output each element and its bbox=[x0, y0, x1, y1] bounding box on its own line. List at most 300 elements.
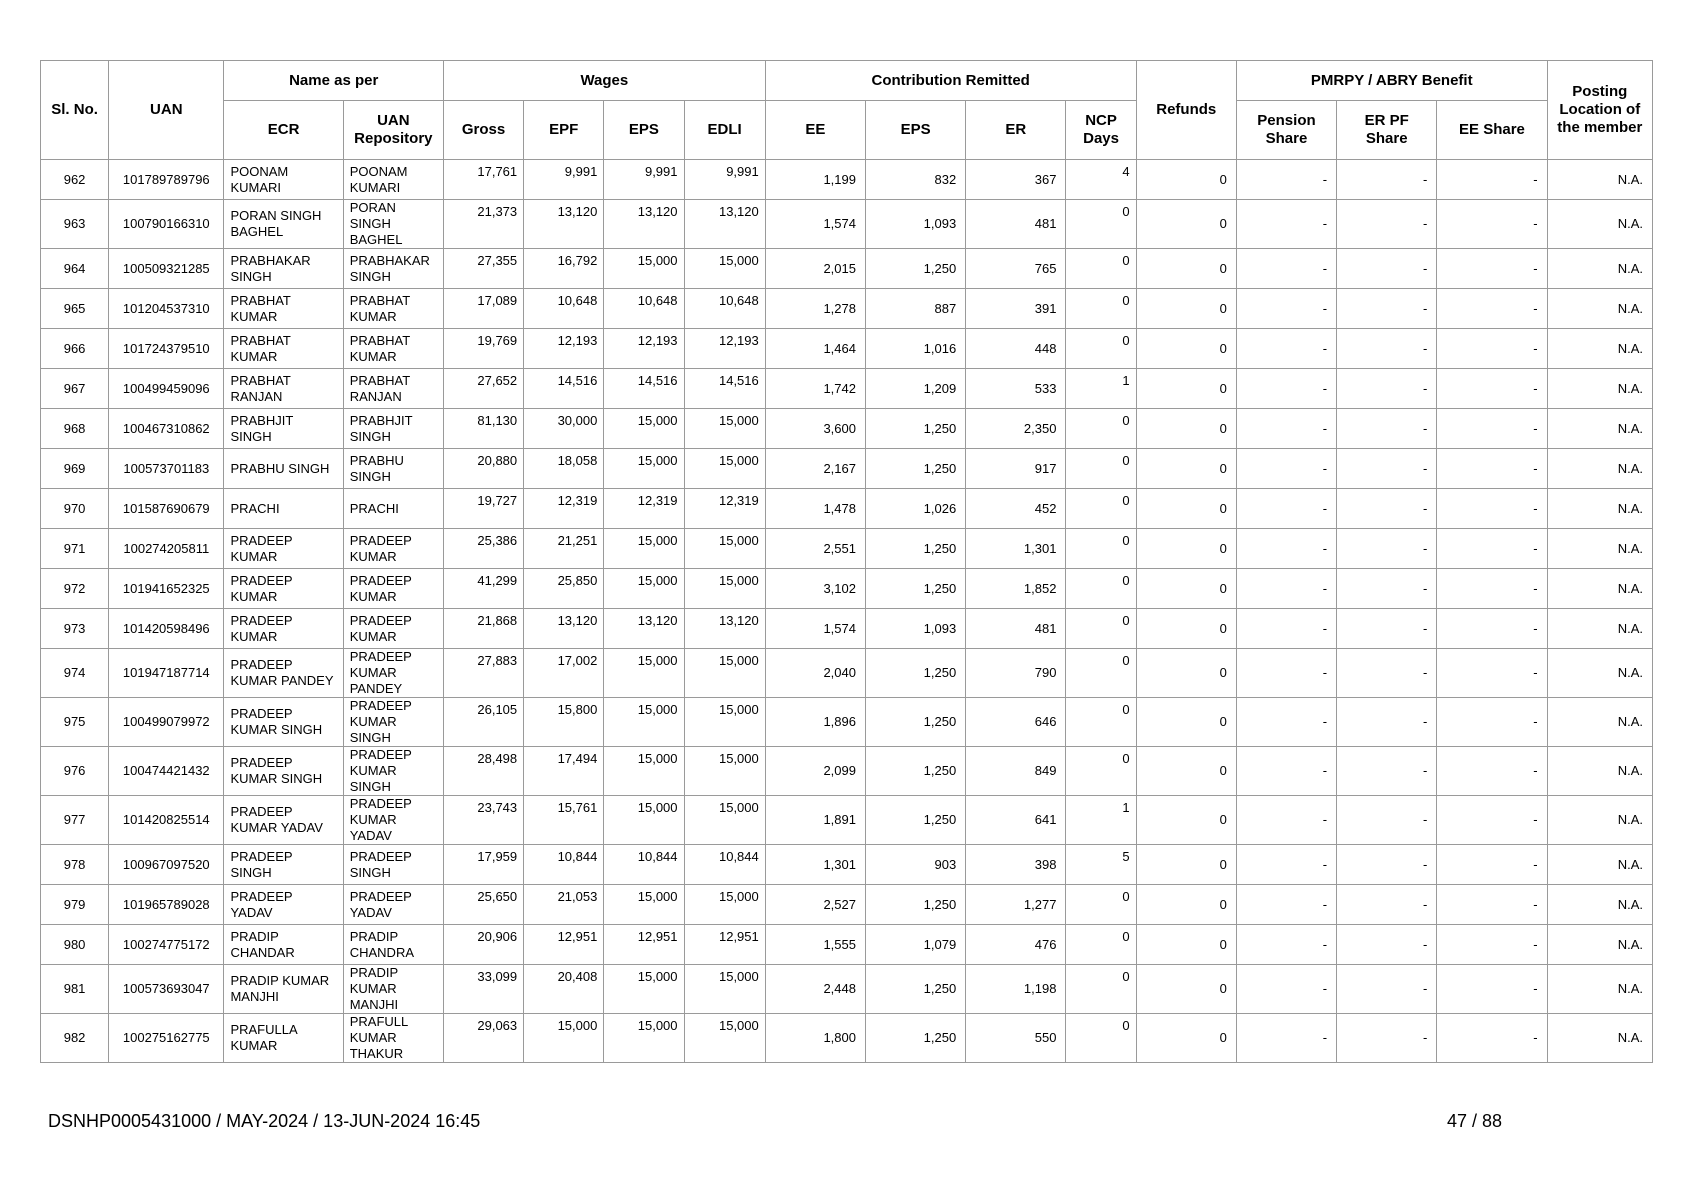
cell-ecr-name: PRADEEP KUMAR bbox=[224, 609, 343, 649]
cell-posting-location: N.A. bbox=[1547, 925, 1652, 965]
cell-pension-share: - bbox=[1236, 698, 1336, 747]
cell-ee-share: - bbox=[1437, 845, 1547, 885]
cell-refunds: 0 bbox=[1136, 747, 1236, 796]
cell-eps: 15,000 bbox=[604, 796, 684, 845]
cell-eps: 10,648 bbox=[604, 289, 684, 329]
cell-posting-location: N.A. bbox=[1547, 609, 1652, 649]
cell-gross: 27,883 bbox=[443, 649, 523, 698]
cell-posting-location: N.A. bbox=[1547, 329, 1652, 369]
cell-pension-share: - bbox=[1236, 200, 1336, 249]
cell-er: 550 bbox=[966, 1014, 1066, 1063]
cell-repository-name: PRABHAT RANJAN bbox=[343, 369, 443, 409]
cell-er: 476 bbox=[966, 925, 1066, 965]
cell-er-pf-share: - bbox=[1337, 747, 1437, 796]
cell-er-pf-share: - bbox=[1337, 1014, 1437, 1063]
cell-posting-location: N.A. bbox=[1547, 1014, 1652, 1063]
cell-posting-location: N.A. bbox=[1547, 449, 1652, 489]
cell-repository-name: PRACHI bbox=[343, 489, 443, 529]
cell-sl-no: 970 bbox=[41, 489, 109, 529]
table-row bbox=[41, 747, 1653, 796]
cell-uan: 100790166310 bbox=[109, 200, 224, 249]
cell-gross: 26,105 bbox=[443, 698, 523, 747]
cell-er-pf-share: - bbox=[1337, 796, 1437, 845]
cell-sl-no: 975 bbox=[41, 698, 109, 747]
cell-ee-share: - bbox=[1437, 489, 1547, 529]
col-ee: EE bbox=[765, 101, 865, 160]
cell-edli: 15,000 bbox=[684, 1014, 765, 1063]
cell-pension-share: - bbox=[1236, 845, 1336, 885]
cell-er: 765 bbox=[966, 249, 1066, 289]
cell-refunds: 0 bbox=[1136, 796, 1236, 845]
cell-ee: 2,015 bbox=[765, 249, 865, 289]
contribution-table bbox=[40, 60, 1653, 1063]
table-row bbox=[41, 609, 1653, 649]
cell-posting-location: N.A. bbox=[1547, 796, 1652, 845]
table-row bbox=[41, 489, 1653, 529]
cell-er-pf-share: - bbox=[1337, 698, 1437, 747]
cell-ee: 2,527 bbox=[765, 885, 865, 925]
cell-eps: 10,844 bbox=[604, 845, 684, 885]
cell-uan: 101420825514 bbox=[109, 796, 224, 845]
cell-er-pf-share: - bbox=[1337, 289, 1437, 329]
cell-er-pf-share: - bbox=[1337, 369, 1437, 409]
cell-er: 448 bbox=[966, 329, 1066, 369]
cell-ee: 1,555 bbox=[765, 925, 865, 965]
cell-er-pf-share: - bbox=[1337, 609, 1437, 649]
cell-ecr-name: PRABHU SINGH bbox=[224, 449, 343, 489]
cell-edli: 15,000 bbox=[684, 698, 765, 747]
cell-gross: 19,727 bbox=[443, 489, 523, 529]
cell-posting-location: N.A. bbox=[1547, 569, 1652, 609]
cell-pension-share: - bbox=[1236, 965, 1336, 1014]
cell-sl-no: 982 bbox=[41, 1014, 109, 1063]
cell-er-pf-share: - bbox=[1337, 409, 1437, 449]
cell-ee-share: - bbox=[1437, 449, 1547, 489]
table-header bbox=[41, 61, 1653, 160]
cell-uan: 100474421432 bbox=[109, 747, 224, 796]
cell-eps: 12,951 bbox=[604, 925, 684, 965]
cell-uan: 100274775172 bbox=[109, 925, 224, 965]
cell-eps-contribution: 1,250 bbox=[865, 885, 965, 925]
cell-ee-share: - bbox=[1437, 609, 1547, 649]
col-er-pf-share: ER PF Share bbox=[1337, 101, 1437, 160]
cell-epf: 17,002 bbox=[524, 649, 604, 698]
cell-repository-name: PRADEEP KUMAR YADAV bbox=[343, 796, 443, 845]
cell-eps: 15,000 bbox=[604, 885, 684, 925]
cell-ecr-name: PRABHAKAR SINGH bbox=[224, 249, 343, 289]
cell-ecr-name: PRABHAT KUMAR bbox=[224, 289, 343, 329]
cell-er: 849 bbox=[966, 747, 1066, 796]
cell-refunds: 0 bbox=[1136, 925, 1236, 965]
cell-ecr-name: POONAM KUMARI bbox=[224, 160, 343, 200]
col-pension-share: Pension Share bbox=[1236, 101, 1336, 160]
cell-gross: 17,089 bbox=[443, 289, 523, 329]
cell-ee-share: - bbox=[1437, 965, 1547, 1014]
table-row bbox=[41, 698, 1653, 747]
cell-uan: 100573693047 bbox=[109, 965, 224, 1014]
cell-sl-no: 969 bbox=[41, 449, 109, 489]
table-row bbox=[41, 649, 1653, 698]
cell-eps-contribution: 1,250 bbox=[865, 649, 965, 698]
cell-er: 1,277 bbox=[966, 885, 1066, 925]
cell-eps: 14,516 bbox=[604, 369, 684, 409]
cell-epf: 30,000 bbox=[524, 409, 604, 449]
cell-ecr-name: PRADEEP KUMAR bbox=[224, 569, 343, 609]
cell-repository-name: PRADEEP KUMAR SINGH bbox=[343, 698, 443, 747]
cell-refunds: 0 bbox=[1136, 489, 1236, 529]
col-eps-contribution: EPS bbox=[865, 101, 965, 160]
table-row bbox=[41, 925, 1653, 965]
cell-eps-contribution: 1,093 bbox=[865, 200, 965, 249]
cell-edli: 12,193 bbox=[684, 329, 765, 369]
cell-gross: 20,880 bbox=[443, 449, 523, 489]
cell-posting-location: N.A. bbox=[1547, 885, 1652, 925]
cell-edli: 10,844 bbox=[684, 845, 765, 885]
cell-ee-share: - bbox=[1437, 698, 1547, 747]
cell-eps-contribution: 1,209 bbox=[865, 369, 965, 409]
cell-eps-contribution: 1,250 bbox=[865, 249, 965, 289]
cell-sl-no: 963 bbox=[41, 200, 109, 249]
cell-uan: 101204537310 bbox=[109, 289, 224, 329]
cell-ncp-days: 0 bbox=[1066, 965, 1136, 1014]
cell-repository-name: PRADEEP SINGH bbox=[343, 845, 443, 885]
col-er: ER bbox=[966, 101, 1066, 160]
cell-repository-name: PRABHAKAR SINGH bbox=[343, 249, 443, 289]
cell-ecr-name: PRADEEP SINGH bbox=[224, 845, 343, 885]
table-row bbox=[41, 569, 1653, 609]
group-wages: Wages bbox=[443, 61, 765, 101]
cell-uan: 100499079972 bbox=[109, 698, 224, 747]
table-row bbox=[41, 369, 1653, 409]
table-row bbox=[41, 529, 1653, 569]
cell-epf: 9,991 bbox=[524, 160, 604, 200]
cell-ee: 1,278 bbox=[765, 289, 865, 329]
cell-eps-contribution: 1,093 bbox=[865, 609, 965, 649]
cell-ee: 3,600 bbox=[765, 409, 865, 449]
cell-eps: 15,000 bbox=[604, 1014, 684, 1063]
cell-pension-share: - bbox=[1236, 925, 1336, 965]
cell-ncp-days: 4 bbox=[1066, 160, 1136, 200]
cell-sl-no: 974 bbox=[41, 649, 109, 698]
table-row bbox=[41, 160, 1653, 200]
cell-ncp-days: 0 bbox=[1066, 249, 1136, 289]
cell-ecr-name: PRADEEP KUMAR bbox=[224, 529, 343, 569]
cell-refunds: 0 bbox=[1136, 449, 1236, 489]
cell-er: 646 bbox=[966, 698, 1066, 747]
cell-uan: 100275162775 bbox=[109, 1014, 224, 1063]
document-reference: DSNHP0005431000 / MAY-2024 / 13-JUN-2024 16:45 bbox=[48, 1111, 481, 1131]
cell-epf: 15,761 bbox=[524, 796, 604, 845]
cell-er-pf-share: - bbox=[1337, 449, 1437, 489]
col-refunds: Refunds bbox=[1136, 61, 1236, 160]
table-row bbox=[41, 289, 1653, 329]
cell-eps-contribution: 887 bbox=[865, 289, 965, 329]
cell-ee-share: - bbox=[1437, 885, 1547, 925]
cell-er: 1,198 bbox=[966, 965, 1066, 1014]
cell-gross: 20,906 bbox=[443, 925, 523, 965]
cell-posting-location: N.A. bbox=[1547, 965, 1652, 1014]
cell-refunds: 0 bbox=[1136, 965, 1236, 1014]
col-ncp-days: NCP Days bbox=[1066, 101, 1136, 160]
cell-eps: 15,000 bbox=[604, 747, 684, 796]
cell-eps-contribution: 832 bbox=[865, 160, 965, 200]
cell-sl-no: 979 bbox=[41, 885, 109, 925]
cell-posting-location: N.A. bbox=[1547, 409, 1652, 449]
cell-er-pf-share: - bbox=[1337, 200, 1437, 249]
cell-edli: 13,120 bbox=[684, 200, 765, 249]
cell-posting-location: N.A. bbox=[1547, 489, 1652, 529]
cell-gross: 19,769 bbox=[443, 329, 523, 369]
cell-ecr-name: PRADEEP KUMAR SINGH bbox=[224, 747, 343, 796]
cell-ecr-name: PRADIP KUMAR MANJHI bbox=[224, 965, 343, 1014]
cell-epf: 15,800 bbox=[524, 698, 604, 747]
col-uan-repository: UAN Repository bbox=[343, 101, 443, 160]
cell-ee-share: - bbox=[1437, 200, 1547, 249]
cell-posting-location: N.A. bbox=[1547, 649, 1652, 698]
cell-repository-name: PRADEEP KUMAR bbox=[343, 529, 443, 569]
cell-ee: 1,800 bbox=[765, 1014, 865, 1063]
cell-eps-contribution: 1,250 bbox=[865, 698, 965, 747]
cell-sl-no: 977 bbox=[41, 796, 109, 845]
cell-epf: 16,792 bbox=[524, 249, 604, 289]
cell-repository-name: PRADIP KUMAR MANJHI bbox=[343, 965, 443, 1014]
cell-ee-share: - bbox=[1437, 529, 1547, 569]
cell-ee-share: - bbox=[1437, 249, 1547, 289]
cell-ncp-days: 0 bbox=[1066, 925, 1136, 965]
cell-er-pf-share: - bbox=[1337, 885, 1437, 925]
cell-pension-share: - bbox=[1236, 1014, 1336, 1063]
cell-ee-share: - bbox=[1437, 796, 1547, 845]
cell-repository-name: PORAN SINGH BAGHEL bbox=[343, 200, 443, 249]
cell-eps: 15,000 bbox=[604, 965, 684, 1014]
cell-ee: 1,742 bbox=[765, 369, 865, 409]
cell-ee: 1,199 bbox=[765, 160, 865, 200]
cell-ncp-days: 0 bbox=[1066, 1014, 1136, 1063]
cell-ecr-name: PORAN SINGH BAGHEL bbox=[224, 200, 343, 249]
cell-posting-location: N.A. bbox=[1547, 200, 1652, 249]
cell-ee: 2,448 bbox=[765, 965, 865, 1014]
cell-er: 481 bbox=[966, 200, 1066, 249]
cell-epf: 18,058 bbox=[524, 449, 604, 489]
cell-sl-no: 973 bbox=[41, 609, 109, 649]
cell-uan: 100467310862 bbox=[109, 409, 224, 449]
cell-refunds: 0 bbox=[1136, 649, 1236, 698]
cell-er-pf-share: - bbox=[1337, 489, 1437, 529]
cell-uan: 101420598496 bbox=[109, 609, 224, 649]
cell-uan: 101789789796 bbox=[109, 160, 224, 200]
cell-er: 917 bbox=[966, 449, 1066, 489]
cell-eps: 13,120 bbox=[604, 609, 684, 649]
col-ee-share: EE Share bbox=[1437, 101, 1547, 160]
group-name-as-per: Name as per bbox=[224, 61, 444, 101]
cell-refunds: 0 bbox=[1136, 369, 1236, 409]
cell-ncp-days: 0 bbox=[1066, 885, 1136, 925]
cell-ee-share: - bbox=[1437, 925, 1547, 965]
cell-eps: 15,000 bbox=[604, 529, 684, 569]
cell-repository-name: PRADIP CHANDRA bbox=[343, 925, 443, 965]
cell-pension-share: - bbox=[1236, 649, 1336, 698]
cell-eps-contribution: 1,250 bbox=[865, 965, 965, 1014]
table-row bbox=[41, 845, 1653, 885]
cell-ecr-name: PRADEEP KUMAR PANDEY bbox=[224, 649, 343, 698]
cell-sl-no: 980 bbox=[41, 925, 109, 965]
cell-eps-contribution: 903 bbox=[865, 845, 965, 885]
cell-gross: 41,299 bbox=[443, 569, 523, 609]
cell-pension-share: - bbox=[1236, 449, 1336, 489]
cell-epf: 21,251 bbox=[524, 529, 604, 569]
cell-pension-share: - bbox=[1236, 409, 1336, 449]
cell-edli: 15,000 bbox=[684, 885, 765, 925]
cell-ncp-days: 0 bbox=[1066, 747, 1136, 796]
cell-edli: 15,000 bbox=[684, 569, 765, 609]
table-body bbox=[41, 160, 1653, 1063]
cell-edli: 10,648 bbox=[684, 289, 765, 329]
cell-sl-no: 978 bbox=[41, 845, 109, 885]
cell-ncp-days: 0 bbox=[1066, 489, 1136, 529]
cell-ee: 1,891 bbox=[765, 796, 865, 845]
cell-ncp-days: 0 bbox=[1066, 409, 1136, 449]
col-ecr: ECR bbox=[224, 101, 343, 160]
cell-eps-contribution: 1,250 bbox=[865, 529, 965, 569]
cell-eps: 12,193 bbox=[604, 329, 684, 369]
cell-ncp-days: 0 bbox=[1066, 698, 1136, 747]
cell-epf: 12,951 bbox=[524, 925, 604, 965]
cell-uan: 100274205811 bbox=[109, 529, 224, 569]
cell-gross: 25,650 bbox=[443, 885, 523, 925]
cell-edli: 13,120 bbox=[684, 609, 765, 649]
cell-ncp-days: 0 bbox=[1066, 649, 1136, 698]
cell-uan: 100967097520 bbox=[109, 845, 224, 885]
col-uan: UAN bbox=[109, 61, 224, 160]
cell-uan: 100499459096 bbox=[109, 369, 224, 409]
cell-posting-location: N.A. bbox=[1547, 529, 1652, 569]
cell-ecr-name: PRADEEP KUMAR SINGH bbox=[224, 698, 343, 747]
cell-gross: 27,355 bbox=[443, 249, 523, 289]
cell-refunds: 0 bbox=[1136, 885, 1236, 925]
cell-uan: 100509321285 bbox=[109, 249, 224, 289]
cell-pension-share: - bbox=[1236, 529, 1336, 569]
cell-ee: 2,167 bbox=[765, 449, 865, 489]
cell-sl-no: 965 bbox=[41, 289, 109, 329]
cell-pension-share: - bbox=[1236, 289, 1336, 329]
table-row bbox=[41, 329, 1653, 369]
cell-refunds: 0 bbox=[1136, 698, 1236, 747]
cell-er-pf-share: - bbox=[1337, 329, 1437, 369]
cell-posting-location: N.A. bbox=[1547, 249, 1652, 289]
cell-uan: 100573701183 bbox=[109, 449, 224, 489]
cell-edli: 15,000 bbox=[684, 529, 765, 569]
cell-eps: 15,000 bbox=[604, 569, 684, 609]
cell-sl-no: 968 bbox=[41, 409, 109, 449]
cell-epf: 13,120 bbox=[524, 200, 604, 249]
cell-ncp-days: 0 bbox=[1066, 449, 1136, 489]
cell-gross: 33,099 bbox=[443, 965, 523, 1014]
table-row bbox=[41, 449, 1653, 489]
cell-refunds: 0 bbox=[1136, 249, 1236, 289]
cell-epf: 14,516 bbox=[524, 369, 604, 409]
cell-ee-share: - bbox=[1437, 160, 1547, 200]
cell-er: 2,350 bbox=[966, 409, 1066, 449]
cell-refunds: 0 bbox=[1136, 289, 1236, 329]
cell-repository-name: PRADEEP KUMAR SINGH bbox=[343, 747, 443, 796]
cell-er: 367 bbox=[966, 160, 1066, 200]
cell-er-pf-share: - bbox=[1337, 249, 1437, 289]
cell-repository-name: PRABHJIT SINGH bbox=[343, 409, 443, 449]
cell-eps: 15,000 bbox=[604, 698, 684, 747]
cell-edli: 15,000 bbox=[684, 449, 765, 489]
cell-repository-name: PRADEEP KUMAR bbox=[343, 609, 443, 649]
cell-ee: 1,464 bbox=[765, 329, 865, 369]
cell-sl-no: 966 bbox=[41, 329, 109, 369]
cell-sl-no: 971 bbox=[41, 529, 109, 569]
cell-uan: 101941652325 bbox=[109, 569, 224, 609]
cell-edli: 12,951 bbox=[684, 925, 765, 965]
cell-posting-location: N.A. bbox=[1547, 160, 1652, 200]
cell-er: 398 bbox=[966, 845, 1066, 885]
cell-er-pf-share: - bbox=[1337, 649, 1437, 698]
cell-er: 641 bbox=[966, 796, 1066, 845]
cell-posting-location: N.A. bbox=[1547, 845, 1652, 885]
cell-gross: 21,868 bbox=[443, 609, 523, 649]
cell-pension-share: - bbox=[1236, 369, 1336, 409]
cell-refunds: 0 bbox=[1136, 200, 1236, 249]
cell-edli: 12,319 bbox=[684, 489, 765, 529]
cell-edli: 15,000 bbox=[684, 796, 765, 845]
cell-pension-share: - bbox=[1236, 569, 1336, 609]
cell-er-pf-share: - bbox=[1337, 160, 1437, 200]
cell-pension-share: - bbox=[1236, 160, 1336, 200]
cell-eps-contribution: 1,026 bbox=[865, 489, 965, 529]
cell-eps-contribution: 1,250 bbox=[865, 796, 965, 845]
cell-epf: 15,000 bbox=[524, 1014, 604, 1063]
cell-ee: 1,896 bbox=[765, 698, 865, 747]
cell-ee-share: - bbox=[1437, 1014, 1547, 1063]
cell-refunds: 0 bbox=[1136, 529, 1236, 569]
cell-ee: 1,574 bbox=[765, 200, 865, 249]
cell-gross: 21,373 bbox=[443, 200, 523, 249]
cell-edli: 9,991 bbox=[684, 160, 765, 200]
cell-er: 1,852 bbox=[966, 569, 1066, 609]
cell-eps: 15,000 bbox=[604, 249, 684, 289]
cell-ecr-name: PRABHAT KUMAR bbox=[224, 329, 343, 369]
cell-epf: 17,494 bbox=[524, 747, 604, 796]
cell-epf: 10,648 bbox=[524, 289, 604, 329]
cell-sl-no: 964 bbox=[41, 249, 109, 289]
cell-ee-share: - bbox=[1437, 329, 1547, 369]
cell-repository-name: PRADEEP YADAV bbox=[343, 885, 443, 925]
cell-er: 790 bbox=[966, 649, 1066, 698]
cell-pension-share: - bbox=[1236, 489, 1336, 529]
cell-gross: 28,498 bbox=[443, 747, 523, 796]
cell-er-pf-share: - bbox=[1337, 569, 1437, 609]
cell-uan: 101587690679 bbox=[109, 489, 224, 529]
cell-ecr-name: PRADIP CHANDAR bbox=[224, 925, 343, 965]
cell-pension-share: - bbox=[1236, 609, 1336, 649]
cell-ecr-name: PRABHJIT SINGH bbox=[224, 409, 343, 449]
cell-epf: 20,408 bbox=[524, 965, 604, 1014]
cell-repository-name: PRABHAT KUMAR bbox=[343, 329, 443, 369]
cell-posting-location: N.A. bbox=[1547, 698, 1652, 747]
cell-eps-contribution: 1,016 bbox=[865, 329, 965, 369]
cell-sl-no: 967 bbox=[41, 369, 109, 409]
cell-eps: 9,991 bbox=[604, 160, 684, 200]
cell-eps: 15,000 bbox=[604, 449, 684, 489]
table-row bbox=[41, 249, 1653, 289]
cell-ee-share: - bbox=[1437, 369, 1547, 409]
cell-edli: 15,000 bbox=[684, 649, 765, 698]
cell-eps: 15,000 bbox=[604, 409, 684, 449]
cell-uan: 101965789028 bbox=[109, 885, 224, 925]
